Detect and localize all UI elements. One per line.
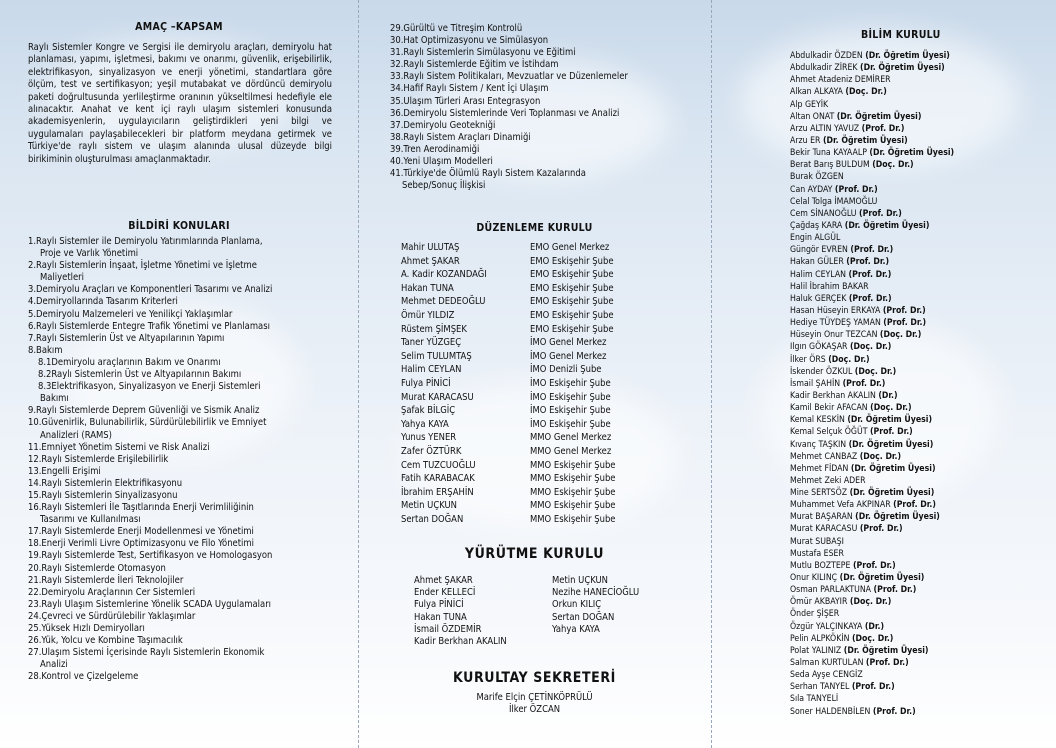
member-organization: İMO Eskişehir Şube (530, 391, 611, 403)
bilim-member-name: Celal Tolga İMAMOĞLU (790, 196, 878, 207)
bildiri-item: 41.Türkiye'de Ölümlü Raylı Sistem Kazalarında (390, 168, 586, 180)
yurutme-member: Kadir Berkhan AKALIN (414, 636, 507, 648)
bilim-member-name: Onur KILINÇ (790, 573, 838, 584)
bilim-member (790, 463, 1052, 475)
bilim-member-name: Kemal KESKİN (790, 415, 845, 426)
member-organization: MMO Eskişehir Şube (530, 500, 616, 512)
bilim-member-name: Haluk GERÇEK (790, 293, 847, 304)
bilim-member-title: (Dr. Öğretim Üyesi) (850, 463, 936, 474)
bilim-member-title: (Dr. Öğretim Üyesi) (836, 111, 922, 122)
yurutme-member: Sertan DOĞAN (552, 611, 615, 623)
bilim-member-name: Abdulkadir ZİREK (790, 63, 858, 74)
member-organization: İMO Eskişehir Şube (530, 405, 611, 417)
member-organization: MMO Eskişehir Şube (530, 486, 616, 498)
member-organization: MMO Eskişehir Şube (530, 459, 616, 471)
bilim-member-name: Çağdaş KARA (790, 220, 843, 231)
bilim-member-name: Hasan Hüseyin ERKAYA (790, 305, 881, 316)
duzenleme-row (401, 404, 616, 418)
bildiri-item: Tasarımı ve Kullanılması (40, 514, 141, 526)
bildiri-list (28, 236, 348, 683)
bilim-member-name: Mine SERTSÖZ (790, 488, 848, 499)
bildiri-item: 10.Güvenirlik, Bulunabilirlik, Sürdürülebilirlik ve Emniyet (28, 417, 267, 429)
bilim-member (790, 451, 1052, 463)
bilim-member-title: (Prof. Dr.) (861, 123, 905, 134)
bilim-member-name: Mehmet Zeki ADER (790, 475, 866, 486)
bilim-member (790, 184, 1052, 196)
member-organization: MMO Eskişehir Şube (530, 473, 616, 485)
bilim-member (790, 50, 1052, 62)
member-name: Rüstem ŞİMŞEK (401, 323, 467, 335)
bilim-member (790, 681, 1052, 693)
bilim-member (790, 281, 1052, 293)
bilim-member-title: (Doç. Dr.) (849, 342, 892, 353)
duzenleme-row (401, 323, 616, 337)
bilim-member-name: Altan ONAT (790, 111, 835, 122)
bilim-member-name: Salman KURTULAN (790, 658, 864, 669)
bildiri-item: 19.Raylı Sistemlerde Test, Sertifikasyon ve Homologasyon (28, 550, 273, 562)
duzenleme-row (401, 255, 616, 269)
bilim-member-title: (Prof. Dr.) (893, 500, 936, 511)
bilim-member-title: (Prof. Dr.) (834, 184, 878, 195)
amac-title: AMAÇ –KAPSAM (135, 21, 223, 33)
kurultay-member: İlker ÖZCAN (508, 704, 561, 715)
bilim-member (790, 269, 1052, 281)
bilim-member (790, 208, 1052, 220)
bildiri-item: 26.Yük, Yolcu ve Kombine Taşımacılık (28, 635, 183, 647)
bildiri-item: Proje ve Varlık Yönetimi (40, 248, 139, 260)
bilim-member (790, 86, 1052, 98)
duzenleme-row (401, 445, 616, 459)
bilim-member-name: Hediye TÜYDEŞ YAMAN (790, 318, 881, 329)
bilim-member-title: (Dr. Öğretim Üyesi) (860, 63, 945, 74)
bilim-member-title: (Doç. Dr.) (872, 160, 914, 171)
member-name: A. Kadir KOZANDAĞI (401, 269, 487, 281)
member-name: Yahya KAYA (401, 418, 449, 430)
bilim-member-name: Can AYDAY (790, 184, 833, 195)
bildiri-item: 8.1Demiryolu araçlarının Bakım ve Onarımı (38, 356, 221, 368)
member-organization: EMO Genel Merkez (530, 242, 610, 253)
duzenleme-row (401, 377, 616, 391)
bilim-member-name: Ahmet Atadeniz DEMİRER (790, 75, 891, 86)
bilim-member-title: (Doç. Dr.) (851, 633, 894, 644)
bilim-member (790, 256, 1052, 268)
panel-right (711, 0, 1056, 748)
bilim-member-name: Berat Barış BULDUM (790, 160, 870, 171)
bilim-member-title: (Prof. Dr.) (882, 305, 926, 316)
bildiri-item: 38.Raylı Sistem Araçları Dinamiği (390, 131, 531, 143)
bilim-member-name: Ilgın GÖKAŞAR (790, 342, 848, 353)
bildiri-item: 3.Demiryolu Araçları ve Komponentleri Tasarımı ve Analizi (28, 284, 273, 296)
bilim-member (790, 329, 1052, 341)
bilim-member-title: (Dr. Öğretim Üyesi) (848, 439, 934, 450)
bilim-member-name: Burak ÖZGEN (790, 172, 844, 183)
bilim-member-name: Arzu ALTIN YAVUZ (790, 123, 860, 134)
bilim-member-name: Bekir Tuna KAYAALP (790, 148, 867, 159)
duzenleme-members (401, 241, 616, 526)
bilim-member (790, 378, 1052, 390)
bilim-member (790, 159, 1052, 171)
bildiri-item: 33.Raylı Sistem Politikaları, Mevzuatlar ve Düzenlemeler (390, 71, 628, 83)
member-organization: EMO Eskişehir Şube (530, 309, 614, 321)
bilim-member-title: (Prof. Dr.) (872, 706, 916, 717)
bilim-member-title: (Prof. Dr.) (883, 318, 927, 329)
bildiri-item: 34.Hafif Raylı Sistem / Kent İçi Ulaşım (390, 83, 549, 95)
bilim-member (790, 706, 1052, 718)
bilim-member-title: (Dr. Öğretim Üyesi) (855, 512, 940, 523)
member-organization: İMO Denizli Şube (530, 364, 602, 376)
bildiri-item: 8.Bakım (28, 344, 63, 356)
duzenleme-row (401, 268, 616, 282)
member-name: Halim CEYLAN (401, 364, 462, 376)
member-organization: EMO Eskişehir Şube (530, 269, 614, 281)
bilim-member-title: (Dr. Öğretim Üyesi) (844, 220, 930, 231)
bilim-member (790, 414, 1052, 426)
bilim-member-title: (Doç. Dr.) (854, 366, 897, 377)
bildiri-item: 32.Raylı Sistemlerde Eğitim ve İstihdam (390, 59, 559, 71)
bilim-member (790, 645, 1052, 657)
bildiri-item: 8.2Raylı Sistemlerin Üst ve Altyapılarının Bakımı (38, 369, 242, 381)
bilim-member-title: (Prof. Dr.) (846, 257, 890, 268)
yurutme-column-2 (552, 575, 639, 648)
yurutme-column-1 (414, 575, 552, 648)
bilim-member-name: Arzu ER (790, 135, 821, 146)
bilim-member-title: (Doç. Dr.) (870, 403, 912, 414)
duzenleme-row (401, 486, 616, 500)
bilim-member-name: Kadir Berkhan AKALIN (790, 390, 876, 401)
panel-left (0, 0, 358, 748)
bildiri-item: Analizleri (RAMS) (40, 429, 112, 441)
bilim-member (790, 669, 1052, 681)
yurutme-member: Fulya PİNİCİ (414, 599, 464, 611)
bilim-member (790, 499, 1052, 511)
bilim-member (790, 572, 1052, 584)
bildiri-item: Sebep/Sonuç İlişkisi (402, 180, 486, 192)
bilim-member-name: Halil İbrahim BAKAR (790, 281, 869, 292)
member-organization: EMO Eskişehir Şube (530, 296, 614, 308)
member-organization: İMO Genel Merkez (530, 350, 607, 362)
bildiri-item: 2.Raylı Sistemlerin İnşaat, İşletme Yönetimi ve İşletme (28, 260, 257, 272)
bilim-member-title: (Dr.) (878, 390, 898, 401)
bilim-member (790, 439, 1052, 451)
bildiri-item: 12.Raylı Sistemlerde Erişilebilirlik (28, 453, 169, 465)
bilim-member-title: (Prof. Dr.) (873, 585, 917, 596)
bilim-member-name: Alkan ALKAYA (790, 87, 843, 98)
bilim-member-name: Soner HALDENBİLEN (790, 706, 871, 717)
duzenleme-row (401, 459, 616, 473)
bilim-member (790, 548, 1052, 560)
duzenleme-row (401, 363, 616, 377)
bilim-member-title: (Prof. Dr.) (859, 524, 903, 535)
bilim-member-title: (Dr. Öğretim Üyesi) (869, 148, 955, 159)
bildiri-item: 1.Raylı Sistemler ile Demiryolu Yatırımlarında Planlama, (28, 236, 263, 247)
member-organization: İMO Genel Merkez (530, 337, 607, 349)
bilim-member (790, 584, 1052, 596)
bildiri-item: 8.3Elektrifikasyon, Sinyalizasyon ve Enerji Sistemleri (38, 381, 261, 393)
bildiri-item: Analizi (40, 659, 68, 671)
duzenleme-row (401, 513, 616, 527)
bilim-member-name: İsmail ŞAHİN (790, 378, 841, 389)
bilim-member (790, 99, 1052, 111)
member-name: Zafer ÖZTÜRK (401, 445, 462, 457)
member-name: Şafak BİLGİÇ (401, 405, 456, 417)
bilim-member-title: (Prof. Dr.) (851, 682, 895, 693)
duzenleme-row (401, 336, 616, 350)
member-name: Fulya PİNİCİ (401, 377, 451, 389)
bildiri-item: 20.Raylı Sistemlerde Otomasyon (28, 562, 166, 574)
bilim-member-name: Hakan GÜLER (790, 257, 844, 268)
duzenleme-row (401, 431, 616, 445)
bilim-member-title: (Prof. Dr.) (852, 560, 896, 571)
member-name: Murat KARACASU (401, 391, 474, 403)
bilim-member-name: Önder ŞİŞER (790, 609, 840, 620)
bilim-member-name: Kamil Bekir AFACAN (790, 403, 868, 414)
bilim-member (790, 341, 1052, 353)
member-organization: İMO Eskişehir Şube (530, 418, 611, 430)
bilim-member-title: (Doç. Dr.) (845, 87, 887, 98)
duzenleme-row (401, 391, 616, 405)
bilim-member (790, 693, 1052, 705)
amac-text: Raylı Sistemler Kongre ve Sergisi ile demiryolu araçları, demiryolu hat planlaması, yapımı, işletmesi, bakımı ve onarımı, güvenlik, erişebilirlik, elektrifikasyon, sinyalizasyon ve enerji yönetimi, standartlara göre ölçüm, test ve sertifikasyon; yeşil mutabakat ve dördüncü demiryolu paketi doğrultusunda yerlileştirme oranının yükseltilmesi hedefiyle ele alınacaktır. Anahat ve kent içi raylı ulaşım sistemleri konusunda akademisyenlerin, uygulayıcıların geliştirdikleri yeni bilgi ve uygulamaları paylaşabilecekleri bir platform meydana getirmek ve Türkiye'de raylı sistem ve ulaşım alanında ulusal düzeyde bilgi birikiminin oluşturulması amaçlanmaktadır. (28, 42, 332, 165)
bilim-member-title: (Doç. Dr.) (859, 451, 902, 462)
duzenleme-row (401, 499, 616, 513)
member-organization: MMO Genel Merkez (530, 432, 612, 444)
bilim-member (790, 244, 1052, 256)
bilim-member (790, 390, 1052, 402)
bilim-member-title: (Dr. Öğretim Üyesi) (865, 51, 950, 61)
bildiri-item: 15.Raylı Sistemlerin Sinyalizasyonu (28, 489, 178, 501)
duzenleme-row (401, 350, 616, 364)
duzenleme-row (401, 418, 616, 432)
yurutme-member: Yahya KAYA (552, 623, 600, 635)
bilim-member-title: (Doç. Dr.) (879, 330, 922, 341)
bilim-member-name: İskender ÖZKUL (790, 366, 853, 377)
bilim-member-name: Mehmet CANBAZ (790, 451, 858, 462)
bilim-member (790, 536, 1052, 548)
bildiri-item: 39.Tren Aerodinamiği (390, 143, 480, 155)
bildiri-item: 14.Raylı Sistemlerin Elektrifikasyonu (28, 477, 183, 489)
bildiri-item: 31.Raylı Sistemlerin Simülasyonu ve Eğitimi (390, 47, 576, 59)
bilim-member-title: (Doç. Dr.) (828, 354, 870, 365)
bildiri-item: 21.Raylı Sistemlerde İleri Teknolojiler (28, 574, 184, 586)
bilim-member-name: Mutlu BOZTEPE (790, 560, 851, 571)
yurutme-title: YÜRÜTME KURULU (464, 546, 605, 562)
bilim-member (790, 135, 1052, 147)
bilim-member-title: (Dr.) (864, 621, 885, 632)
bilim-member-name: Hüseyin Onur TEZCAN (790, 330, 878, 341)
bildiri-item: 37.Demiryolu Geotekniği (390, 119, 496, 131)
duzenleme-row (401, 295, 616, 309)
bilim-member-title: (Prof. Dr.) (850, 245, 894, 256)
bilim-member (790, 305, 1052, 317)
bildiri-item: 28.Kontrol ve Çizelgeleme (28, 671, 139, 683)
kurultay-member: Marife Elçin ÇETİNKÖPRÜLÜ (476, 692, 593, 703)
bilim-member (790, 402, 1052, 414)
bilim-member (790, 511, 1052, 523)
bilim-member-title: (Dr. Öğretim Üyesi) (847, 415, 933, 426)
bildiri-item: 25.Yüksek Hızlı Demiryolları (28, 623, 145, 634)
member-name: Sertan DOĞAN (401, 513, 464, 525)
bilim-member-name: Polat YALINIZ (790, 645, 842, 656)
bilim-member-title: (Prof. Dr.) (848, 269, 892, 280)
bildiri-item: 16.Raylı Sistemleri İle Taşıtlarında Enerji Verimliliğinin (28, 502, 254, 514)
bildiri-item: 5.Demiryolu Malzemeleri ve Yenilikçi Yaklaşımlar (28, 308, 233, 320)
kurultay-title: KURULTAY SEKRETERİ (453, 670, 616, 686)
bilim-member-title: (Prof. Dr.) (848, 293, 892, 304)
bilim-member-name: Mustafa ESER (790, 548, 844, 559)
bilim-member-name: Murat BAŞARAN (790, 512, 853, 523)
bilim-member-name: Osman PARLAKTUNA (790, 585, 872, 596)
bildiri-item: 7.Raylı Sistemlerin Üst ve Altyapılarının Yapımı (28, 332, 225, 344)
bilim-member (790, 317, 1052, 329)
bilim-member (790, 123, 1052, 135)
member-organization: İMO Eskişehir Şube (530, 377, 611, 389)
member-organization: EMO Eskişehir Şube (530, 255, 614, 267)
bilim-member-name: Serhan TANYEL (790, 682, 850, 693)
bildiri-item: 30.Hat Optimizasyonu ve Simülasyon (390, 35, 549, 47)
bilim-member-name: Ömür AKBAYIR (790, 597, 848, 608)
bildiri-item: 36.Demiryolu Sistemlerinde Veri Toplanması ve Analizi (390, 107, 620, 119)
yurutme-member: Orkun KILIÇ (552, 599, 602, 611)
bildiri-item: 17.Raylı Sistemlerde Enerji Modellenmesi ve Yönetimi (28, 526, 254, 538)
bilim-member-name: Kemal Selçuk ÖĞÜT (790, 427, 868, 438)
bildiri-item: Bakımı (40, 393, 69, 405)
bilim-member-name: Sıla TANYELİ (790, 694, 839, 705)
bilim-member-name: Pelin ALPKÖKİN (790, 633, 850, 644)
bilim-member-title: (Prof. Dr.) (842, 378, 886, 389)
bilim-member (790, 171, 1052, 183)
member-organization: EMO Eskişehir Şube (530, 282, 614, 294)
bilim-member (790, 621, 1052, 633)
yurutme-member: İsmail ÖZDEMİR (414, 623, 482, 635)
duzenleme-row (401, 309, 616, 323)
bilim-member-title: (Dr. Öğretim Üyesi) (849, 488, 935, 499)
bildiri-list-continued (390, 23, 702, 192)
bilim-member-name: Güngör EVREN (790, 245, 848, 256)
bilim-member-name: Abdulkadir ÖZDEN (790, 51, 863, 61)
bildiri-item: 23.Raylı Ulaşım Sistemlerine Yönelik SCADA Uygulamaları (28, 598, 271, 610)
member-name: Taner YÜZGEÇ (401, 337, 462, 349)
duzenleme-row (401, 472, 616, 486)
member-name: İbrahim ERŞAHİN (401, 486, 474, 498)
member-organization: MMO Genel Merkez (530, 445, 612, 457)
bilim-member-name: Murat KARACASU (790, 524, 858, 535)
bilim-member (790, 657, 1052, 669)
member-name: Metin UÇKUN (401, 500, 457, 512)
bilim-member (790, 62, 1052, 74)
duzenleme-row (401, 241, 616, 255)
bilim-member (790, 560, 1052, 572)
bilim-member (790, 523, 1052, 535)
member-name: Mahir ULUTAŞ (401, 242, 460, 253)
bilim-member (790, 293, 1052, 305)
bilim-member-title: (Dr. Öğretim Üyesi) (843, 645, 929, 656)
bilim-member (790, 232, 1052, 244)
bildiri-item: 18.Enerji Verimli Livre Optimizasyonu ve Filo Yönetimi (28, 538, 254, 550)
bilim-member (790, 354, 1052, 366)
bilim-member (790, 596, 1052, 608)
bildiri-item: 11.Emniyet Yönetim Sistemi ve Risk Analizi (28, 441, 210, 453)
bilim-member-name: Kıvanç TAŞKIN (790, 439, 847, 450)
yurutme-member: Nezihe HANECİOĞLU (552, 587, 640, 599)
bildiri-item: 4.Demiryollarında Tasarım Kriterleri (28, 296, 178, 308)
bilim-member-name: Muhammet Vefa AKPINAR (790, 500, 891, 511)
bildiri-item: 35.Ulaşım Türleri Arası Entegrasyon (390, 95, 541, 107)
member-name: Yunus YENER (401, 432, 457, 444)
bilim-member-name: Alp GEYİK (790, 99, 829, 110)
bilim-member (790, 633, 1052, 645)
bilim-member (790, 74, 1052, 86)
bilim-member (790, 147, 1052, 159)
kurultay-members (358, 692, 711, 716)
yurutme-member: Ahmet ŞAKAR (414, 575, 473, 586)
duzenleme-row (401, 282, 616, 296)
bilim-member-title: (Dr. Öğretim Üyesi) (839, 573, 925, 584)
panel-middle (358, 0, 711, 748)
member-name: Selim TULUMTAŞ (401, 350, 472, 362)
bilim-member (790, 111, 1052, 123)
bilim-member-name: Özgür YALÇINKAYA (790, 621, 863, 632)
member-name: Hakan TUNA (401, 282, 454, 294)
bildiri-item: 27.Ulaşım Sistemi İçerisinde Raylı Sistemlerin Ekonomik (28, 647, 265, 659)
bilim-member (790, 220, 1052, 232)
yurutme-members (414, 575, 639, 648)
bilim-member-title: (Prof. Dr.) (859, 208, 902, 219)
bilim-member-title: (Prof. Dr.) (865, 658, 909, 669)
member-organization: MMO Eskişehir Şube (530, 513, 616, 525)
bilim-member (790, 487, 1052, 499)
bildiri-item: 9.Raylı Sistemlerde Deprem Güvenliği ve Sismik Analiz (28, 405, 260, 417)
bilim-member-name: Cem SİNANOĞLU (790, 208, 857, 219)
yurutme-member: Metin UÇKUN (552, 575, 608, 586)
bildiri-item: 6.Raylı Sistemlerde Entegre Trafik Yönetimi ve Planlaması (28, 320, 270, 332)
bilim-member (790, 475, 1052, 487)
bilim-members (790, 50, 1052, 718)
bildiri-item: 22.Demiryolu Araçlarının Cer Sistemleri (28, 586, 196, 598)
bilim-member-name: Seda Ayşe CENGİZ (790, 670, 863, 681)
bildiri-title: BİLDİRİ KONULARI (128, 220, 230, 232)
bilim-member (790, 196, 1052, 208)
bilim-member-title: (Prof. Dr.) (869, 427, 913, 438)
duzenleme-title: DÜZENLEME KURULU (476, 222, 593, 234)
bilim-member-name: Halim CEYLAN (790, 269, 847, 280)
bilim-member-title: (Dr. Öğretim Üyesi) (822, 135, 908, 146)
member-name: Ahmet ŞAKAR (401, 255, 460, 267)
bilim-member-title: (Doç. Dr.) (849, 597, 892, 608)
member-name: Ömür YILDIZ (401, 309, 455, 321)
bildiri-item: 40.Yeni Ulaşım Modelleri (390, 156, 493, 168)
yurutme-member: Hakan TUNA (414, 611, 467, 623)
member-name: Mehmet DEDEOĞLU (401, 296, 486, 308)
bilim-member-name: İlker ÖRS (790, 354, 826, 365)
yurutme-member: Ender KELLECİ (414, 587, 476, 599)
member-name: Fatih KARABACAK (401, 473, 475, 485)
member-name: Cem TUZCUOĞLU (401, 459, 476, 471)
bilim-member-name: Engin ALGÜL (790, 233, 841, 244)
bilim-title: BİLİM KURULU (861, 29, 941, 41)
bildiri-item: 13.Engelli Erişimi (28, 465, 101, 477)
bilim-member-name: Mehmet FİDAN (790, 463, 849, 474)
bildiri-item: 29.Gürültü ve Titreşim Kontrolü (390, 23, 523, 34)
member-organization: EMO Eskişehir Şube (530, 323, 614, 335)
bildiri-item: 24.Çevreci ve Sürdürülebilir Yaklaşımlar (28, 610, 196, 622)
bilim-member (790, 366, 1052, 378)
bildiri-item: Maliyetleri (40, 272, 84, 284)
bilim-member-name: Murat SUBAŞI (790, 536, 844, 547)
bilim-member (790, 608, 1052, 620)
bilim-member (790, 426, 1052, 438)
